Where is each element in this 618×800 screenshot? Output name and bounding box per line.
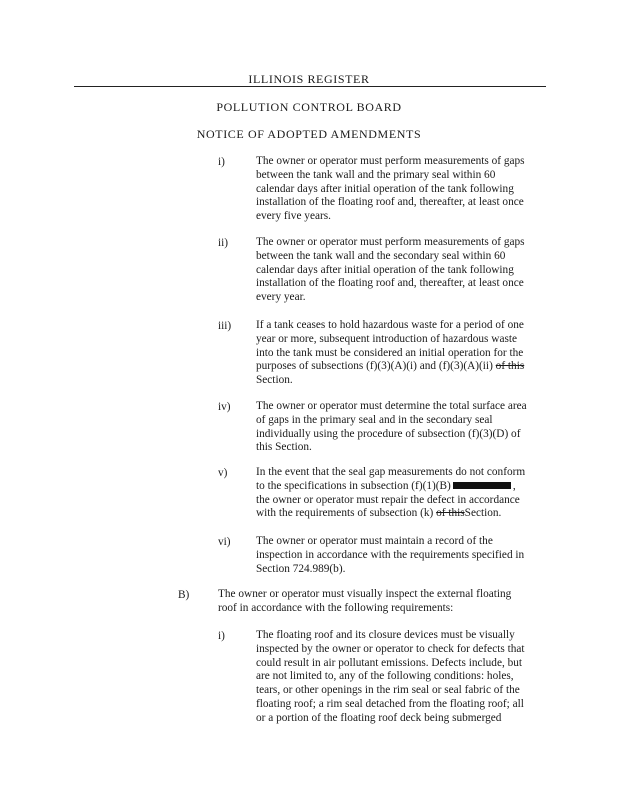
- item-number: i): [218, 630, 225, 642]
- item-number: i): [218, 156, 225, 168]
- item-text: The owner or operator must maintain a record of the inspection in accordance with the requirements specified in Section 724.989(b).: [256, 535, 525, 575]
- item-text: The floating roof and its closure devices must be visually inspected by the owner or operator to check for defects that could result in air pollutant emissions. Defects include, but are not limited to, any of the following conditions: holes, tears, or other openings in the rim seal or seal fabric of the floating roof; a rim seal detached from the floating roof; all or a portion of the floating roof deck being submerged: [256, 629, 525, 724]
- redaction-mark: [453, 482, 511, 489]
- item-text: The owner or operator must perform measurements of gaps between the tank wall and the secondary seal within 60 calendar days after initial operation of the tank following installation of the floating roof and, thereafter, at least once every year.: [256, 236, 525, 304]
- item-text: The owner or operator must perform measurements of gaps between the tank wall and the primary seal within 60 calendar days after initial operation of the tank following installation of the floating roof and, thereafter, at least once every five years.: [256, 155, 525, 223]
- section-number: B): [178, 589, 190, 601]
- item-number: iii): [218, 320, 232, 332]
- item-number: v): [218, 467, 228, 479]
- item-text: The owner or operator must determine the total surface area of gaps in the primary seal and in the secondary seal individually using the procedure of subsection (f)(3)(D) of this Section.: [256, 400, 527, 454]
- item-text: If a tank ceases to hold hazardous waste for a period of one year or more, subsequent introduction of hazardous waste into the tank must be considered an initial operation for the purposes of subsections (f)(3)(A)(i) and (f)(3)(A)(ii) of this Section.: [256, 319, 525, 387]
- item-text: In the event that the seal gap measurements do not conform to the specifications in subsection (f)(1)(B) , the owner or operator must repair the defect in accordance with the requirements of subsection (k) of thisSection.: [256, 466, 526, 520]
- notice-title: NOTICE OF ADOPTED AMENDMENTS: [196, 127, 422, 141]
- struck-text: of this: [436, 507, 465, 520]
- board-title: POLLUTION CONTROL BOARD: [216, 100, 402, 114]
- header-rule: [74, 86, 546, 87]
- struck-text: of this: [495, 360, 525, 373]
- item-number: vi): [218, 536, 231, 548]
- item-number: ii): [218, 237, 229, 249]
- register-title: ILLINOIS REGISTER: [248, 72, 370, 86]
- item-number: iv): [218, 401, 231, 413]
- section-text: The owner or operator must visually inspect the external floating roof in accordance with the following requirements:: [218, 588, 512, 614]
